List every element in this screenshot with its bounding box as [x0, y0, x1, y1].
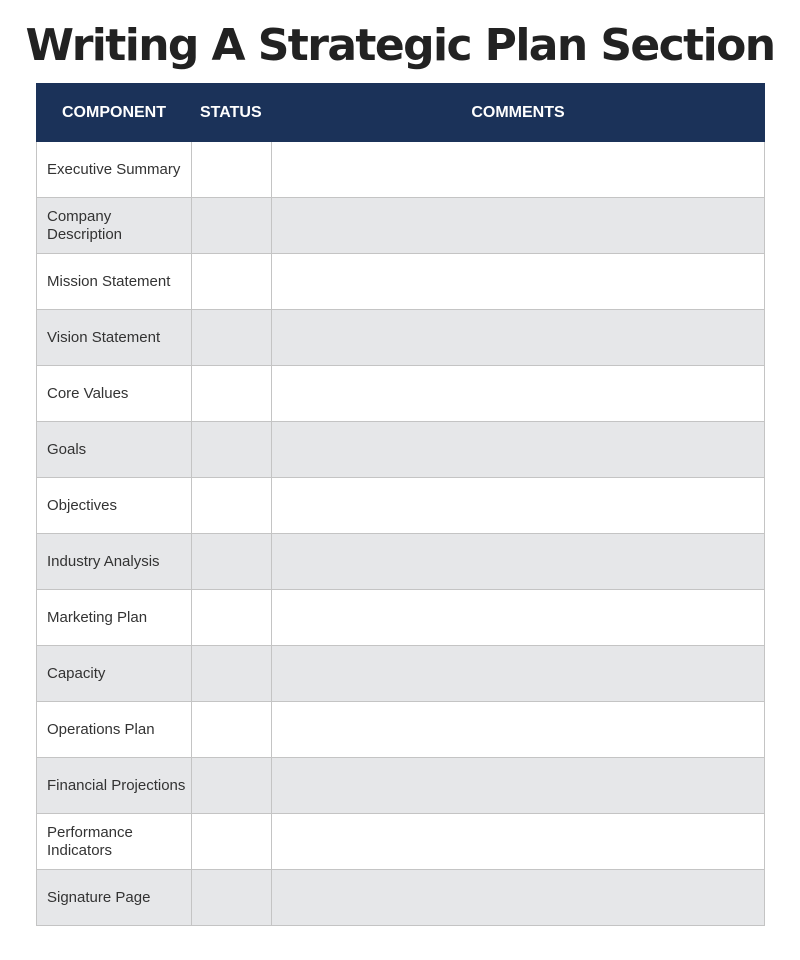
- column-header-status: STATUS: [192, 84, 272, 142]
- component-cell: Industry Analysis: [37, 534, 192, 590]
- column-header-comments: COMMENTS: [272, 84, 765, 142]
- status-cell[interactable]: [192, 310, 272, 366]
- comments-cell[interactable]: [272, 422, 765, 478]
- status-cell[interactable]: [192, 198, 272, 254]
- table-row: [37, 310, 765, 366]
- table-header: [37, 84, 765, 142]
- table-row: [37, 422, 765, 478]
- component-cell: Company Description: [37, 198, 192, 254]
- comments-cell[interactable]: [272, 646, 765, 702]
- table-row: [37, 814, 765, 870]
- comments-cell[interactable]: [272, 702, 765, 758]
- status-cell[interactable]: [192, 254, 272, 310]
- comments-cell[interactable]: [272, 478, 765, 534]
- comments-cell[interactable]: [272, 310, 765, 366]
- comments-cell[interactable]: [272, 758, 765, 814]
- component-cell: Financial Projections: [37, 758, 192, 814]
- table-row: [37, 254, 765, 310]
- page-title: Writing A Strategic Plan Section: [25, 20, 775, 71]
- component-cell: Objectives: [37, 478, 192, 534]
- status-cell[interactable]: [192, 646, 272, 702]
- table-row: [37, 198, 765, 254]
- comments-cell[interactable]: [272, 198, 765, 254]
- status-cell[interactable]: [192, 478, 272, 534]
- strategic-plan-table: [36, 83, 765, 926]
- status-cell[interactable]: [192, 870, 272, 926]
- comments-cell[interactable]: [272, 870, 765, 926]
- table-row: [37, 758, 765, 814]
- component-cell: Signature Page: [37, 870, 192, 926]
- status-cell[interactable]: [192, 814, 272, 870]
- component-cell: Core Values: [37, 366, 192, 422]
- header-row: [37, 84, 765, 142]
- status-cell[interactable]: [192, 534, 272, 590]
- table-row: [37, 142, 765, 198]
- table-row: [37, 534, 765, 590]
- table-body: [37, 142, 765, 926]
- component-cell: Capacity: [37, 646, 192, 702]
- comments-cell[interactable]: [272, 142, 765, 198]
- table-row: [37, 646, 765, 702]
- table-row: [37, 702, 765, 758]
- comments-cell[interactable]: [272, 254, 765, 310]
- comments-cell[interactable]: [272, 366, 765, 422]
- table-row: [37, 366, 765, 422]
- component-cell: Executive Summary: [37, 142, 192, 198]
- status-cell[interactable]: [192, 142, 272, 198]
- component-cell: Vision Statement: [37, 310, 192, 366]
- column-header-component: COMPONENT: [37, 84, 192, 142]
- component-cell: Mission Statement: [37, 254, 192, 310]
- status-cell[interactable]: [192, 702, 272, 758]
- comments-cell[interactable]: [272, 534, 765, 590]
- status-cell[interactable]: [192, 758, 272, 814]
- status-cell[interactable]: [192, 422, 272, 478]
- component-cell: Goals: [37, 422, 192, 478]
- component-cell: Performance Indicators: [37, 814, 192, 870]
- table-row: [37, 870, 765, 926]
- component-cell: Marketing Plan: [37, 590, 192, 646]
- comments-cell[interactable]: [272, 590, 765, 646]
- status-cell[interactable]: [192, 366, 272, 422]
- comments-cell[interactable]: [272, 814, 765, 870]
- component-cell: Operations Plan: [37, 702, 192, 758]
- table-row: [37, 478, 765, 534]
- status-cell[interactable]: [192, 590, 272, 646]
- table-row: [37, 590, 765, 646]
